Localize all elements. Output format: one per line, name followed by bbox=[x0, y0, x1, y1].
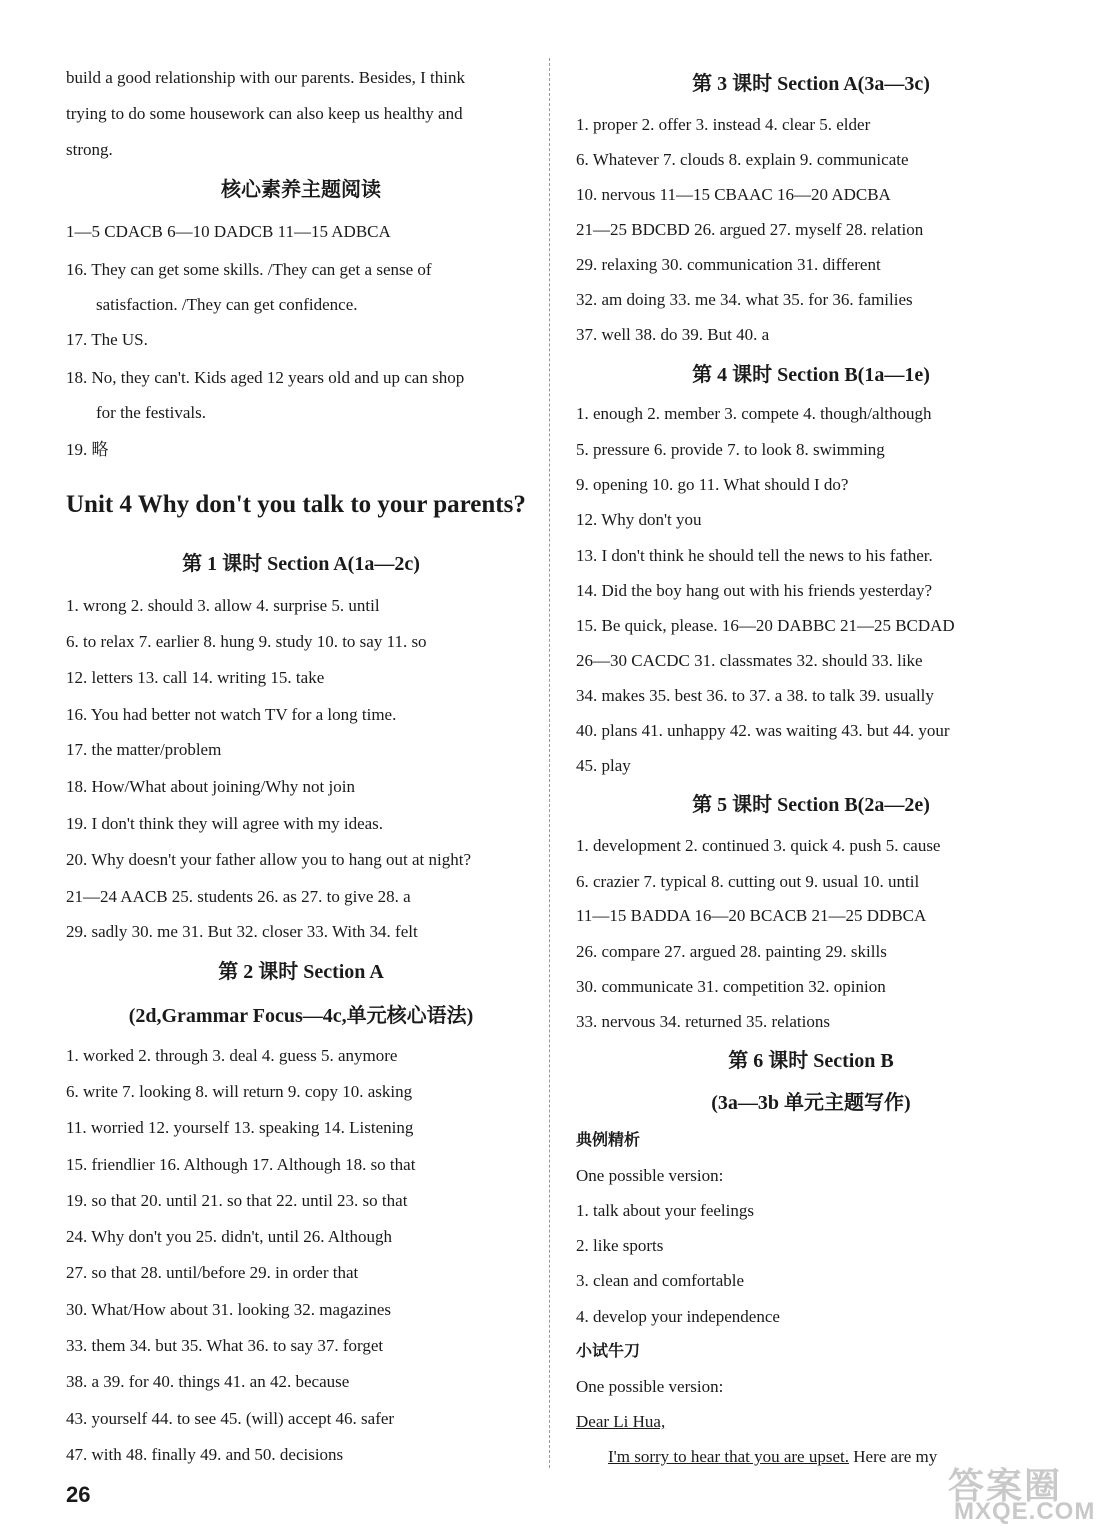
lesson5-title: 第 5 课时 Section B(2a—2e) bbox=[692, 794, 930, 816]
answer-line: 16. You had better not watch TV for a long time. bbox=[66, 705, 397, 724]
answer-line: 13. I don't think he should tell the news to his father. bbox=[576, 546, 933, 565]
lesson2-title: 第 2 课时 Section A bbox=[218, 961, 384, 983]
answer-line: 1. development 2. continued 3. quick 4. push 5. cause bbox=[576, 836, 941, 855]
practice-intro: One possible version: bbox=[576, 1377, 724, 1396]
reading-answers: 1—5 CDACB 6—10 DADCB 11—15 ADBCA bbox=[66, 222, 391, 241]
lesson2-subtitle: (2d,Grammar Focus—4c,单元核心语法) bbox=[128, 1005, 474, 1027]
answer-line: 33. nervous 34. returned 35. relations bbox=[576, 1012, 830, 1031]
watermark-text: 答案圈 bbox=[948, 1466, 1063, 1507]
example-line: 1. talk about your feelings bbox=[576, 1201, 754, 1220]
example-line: 2. like sports bbox=[576, 1236, 664, 1255]
lesson6-subtitle: (3a—3b 单元主题写作) bbox=[711, 1092, 911, 1114]
answer-line: 26—30 CACDC 31. classmates 32. should 33. like bbox=[576, 651, 923, 670]
answer-line: 30. communicate 31. competition 32. opinion bbox=[576, 977, 886, 996]
letter-greeting: Dear Li Hua, bbox=[576, 1412, 666, 1431]
intro-line: build a good relationship with our parents. Besides, I think bbox=[66, 68, 465, 87]
answer-line: 24. Why don't you 25. didn't, until 26. Although bbox=[66, 1227, 392, 1246]
answer-line: 21—25 BDCBD 26. argued 27. myself 28. relation bbox=[576, 220, 924, 239]
reading-q18-cont: for the festivals. bbox=[96, 403, 206, 422]
answer-line: 33. them 34. but 35. What 36. to say 37. forget bbox=[66, 1336, 384, 1355]
answer-line: 1. enough 2. member 3. compete 4. though/although bbox=[576, 404, 932, 423]
answer-line: 37. well 38. do 39. But 40. a bbox=[576, 325, 770, 344]
answer-line: 12. letters 13. call 14. writing 15. take bbox=[66, 668, 325, 687]
intro-line: strong. bbox=[66, 140, 113, 159]
answer-line: 6. to relax 7. earlier 8. hung 9. study 10. to say 11. so bbox=[66, 632, 427, 651]
practice-label: 小试牛刀 bbox=[576, 1343, 641, 1360]
answer-line: 9. opening 10. go 11. What should I do? bbox=[576, 475, 849, 494]
answer-line: 32. am doing 33. me 34. what 35. for 36. families bbox=[576, 290, 913, 309]
lesson3-title: 第 3 课时 Section A(3a—3c) bbox=[692, 73, 930, 95]
lesson1-title: 第 1 课时 Section A(1a—2c) bbox=[182, 553, 420, 575]
letter-line-rest: Here are my bbox=[849, 1447, 938, 1466]
answer-line: 1. wrong 2. should 3. allow 4. surprise 5. until bbox=[66, 596, 380, 615]
lesson4-title: 第 4 课时 Section B(1a—1e) bbox=[692, 364, 930, 386]
letter-underlined-sentence: I'm sorry to hear that you are upset. bbox=[608, 1447, 849, 1466]
answer-line: 26. compare 27. argued 28. painting 29. skills bbox=[576, 942, 887, 961]
page-number: 26 bbox=[66, 1482, 91, 1507]
answer-line: 12. Why don't you bbox=[576, 510, 702, 529]
answer-line: 34. makes 35. best 36. to 37. a 38. to talk 39. usually bbox=[576, 686, 934, 705]
reading-q18: 18. No, they can't. Kids aged 12 years old and up can shop bbox=[66, 368, 465, 387]
answer-line: 18. How/What about joining/Why not join bbox=[66, 777, 355, 796]
watermark-logo bbox=[948, 1458, 1098, 1528]
answer-line: 43. yourself 44. to see 45. (will) accept 46. safer bbox=[66, 1409, 395, 1428]
intro-line: trying to do some housework can also keep us healthy and bbox=[66, 104, 463, 123]
answer-line: 1. worked 2. through 3. deal 4. guess 5. anymore bbox=[66, 1046, 398, 1065]
reading-q16: 16. They can get some skills. /They can get a sense of bbox=[66, 260, 432, 279]
answer-line: 1. proper 2. offer 3. instead 4. clear 5. elder bbox=[576, 115, 871, 134]
answer-line: 14. Did the boy hang out with his friends yesterday? bbox=[576, 581, 932, 600]
letter-first-line bbox=[608, 1447, 937, 1467]
answer-line: 11—15 BADDA 16—20 BCACB 21—25 DDBCA bbox=[576, 906, 927, 925]
example-intro: One possible version: bbox=[576, 1166, 724, 1185]
answer-line: 20. Why doesn't your father allow you to hang out at night? bbox=[66, 850, 472, 869]
answer-line: 19. so that 20. until 21. so that 22. until 23. so that bbox=[66, 1191, 408, 1210]
answer-line: 47. with 48. finally 49. and 50. decisions bbox=[66, 1445, 344, 1464]
answer-line: 6. crazier 7. typical 8. cutting out 9. usual 10. until bbox=[576, 872, 920, 891]
answer-line: 6. write 7. looking 8. will return 9. copy 10. asking bbox=[66, 1082, 413, 1101]
answer-line: 6. Whatever 7. clouds 8. explain 9. communicate bbox=[576, 150, 909, 169]
answer-line: 45. play bbox=[576, 756, 631, 775]
answer-line: 11. worried 12. yourself 13. speaking 14. Listening bbox=[66, 1118, 414, 1137]
answer-line: 29. relaxing 30. communication 31. different bbox=[576, 255, 881, 274]
column-divider bbox=[549, 58, 550, 1468]
example-label: 典例精析 bbox=[576, 1132, 641, 1149]
answer-line: 21—24 AACB 25. students 26. as 27. to give 28. a bbox=[66, 887, 411, 906]
unit-title: Unit 4 Why don't you talk to your parents? bbox=[66, 491, 526, 518]
answer-line: 19. I don't think they will agree with my ideas. bbox=[66, 814, 384, 833]
answer-line: 38. a 39. for 40. things 41. an 42. because bbox=[66, 1372, 350, 1391]
watermark-url: MXQE.COM bbox=[954, 1498, 1096, 1525]
answer-line: 17. the matter/problem bbox=[66, 740, 222, 759]
reading-heading: 核心素养主题阅读 bbox=[221, 179, 381, 201]
reading-q17: 17. The US. bbox=[66, 330, 148, 349]
answer-line: 40. plans 41. unhappy 42. was waiting 43. but 44. your bbox=[576, 721, 950, 740]
answer-line: 5. pressure 6. provide 7. to look 8. swimming bbox=[576, 440, 885, 459]
example-line: 3. clean and comfortable bbox=[576, 1271, 745, 1290]
example-line: 4. develop your independence bbox=[576, 1307, 780, 1326]
lesson6-title: 第 6 课时 Section B bbox=[728, 1050, 894, 1072]
answer-line: 15. Be quick, please. 16—20 DABBC 21—25 BCDAD bbox=[576, 616, 955, 635]
answer-line: 10. nervous 11—15 CBAAC 16—20 ADCBA bbox=[576, 185, 891, 204]
answer-line: 30. What/How about 31. looking 32. magazines bbox=[66, 1300, 391, 1319]
answer-line: 29. sadly 30. me 31. But 32. closer 33. With 34. felt bbox=[66, 922, 418, 941]
reading-q16-cont: satisfaction. /They can get confidence. bbox=[96, 295, 358, 314]
answer-line: 27. so that 28. until/before 29. in order that bbox=[66, 1263, 359, 1282]
answer-line: 15. friendlier 16. Although 17. Although 18. so that bbox=[66, 1155, 416, 1174]
reading-q19: 19. 略 bbox=[66, 440, 109, 459]
